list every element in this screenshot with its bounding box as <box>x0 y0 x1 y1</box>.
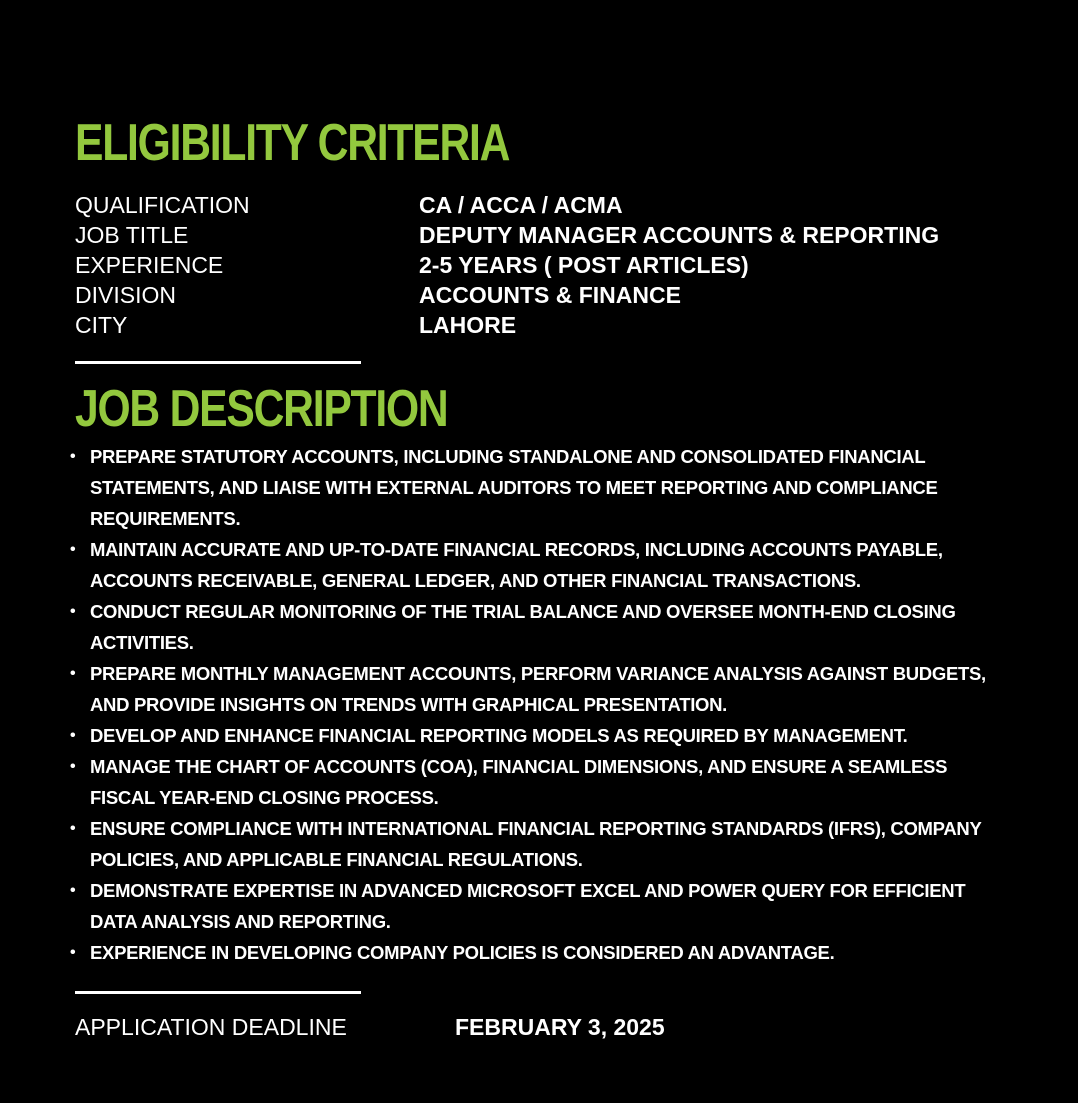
bullet-icon: • <box>70 665 76 682</box>
job-description-text: STATEMENTS, AND LIAISE WITH EXTERNAL AUDITORS TO MEET REPORTING AND COMPLIANCE <box>90 477 938 498</box>
deadline-date: FEBRUARY 3, 2025 <box>455 1014 665 1040</box>
section-divider <box>75 991 361 994</box>
job-description-item <box>70 813 1020 875</box>
job-description-item <box>70 720 1020 751</box>
criteria-row-experience <box>75 250 1035 280</box>
criteria-row-division <box>75 280 1035 310</box>
job-description-text: MANAGE THE CHART OF ACCOUNTS (COA), FINANCIAL DIMENSIONS, AND ENSURE A SEAMLESS <box>90 756 948 777</box>
job-description-heading: JOB DESCRIPTION <box>75 380 448 438</box>
criteria-label: QUALIFICATION <box>75 192 250 218</box>
job-description-text: ACTIVITIES. <box>90 632 194 653</box>
job-description-item <box>70 751 1020 813</box>
criteria-label: DIVISION <box>75 282 176 308</box>
job-description-text: REQUIREMENTS. <box>90 508 241 529</box>
job-description-text: ACCOUNTS RECEIVABLE, GENERAL LEDGER, AND OTHER FINANCIAL TRANSACTIONS. <box>90 570 861 591</box>
job-description-item <box>70 534 1020 596</box>
job-description-text: AND PROVIDE INSIGHTS ON TRENDS WITH GRAPHICAL PRESENTATION. <box>90 694 728 715</box>
eligibility-criteria-heading: ELIGIBILITY CRITERIA <box>75 114 510 172</box>
bullet-icon: • <box>70 882 76 899</box>
job-description-item <box>70 441 1020 534</box>
criteria-value: 2-5 YEARS ( POST ARTICLES) <box>419 252 749 278</box>
bullet-icon: • <box>70 758 76 775</box>
job-description-text: POLICIES, AND APPLICABLE FINANCIAL REGULATIONS. <box>90 849 583 870</box>
bullet-icon: • <box>70 603 76 620</box>
job-description-text: DATA ANALYSIS AND REPORTING. <box>90 911 391 932</box>
criteria-value: ACCOUNTS & FINANCE <box>419 282 681 308</box>
criteria-label: CITY <box>75 312 128 338</box>
eligibility-criteria-table <box>75 190 1035 340</box>
job-description-item <box>70 658 1020 720</box>
bullet-icon: • <box>70 448 76 465</box>
job-description-text: EXPERIENCE IN DEVELOPING COMPANY POLICIES IS CONSIDERED AN ADVANTAGE. <box>90 942 835 963</box>
job-description-text: FISCAL YEAR-END CLOSING PROCESS. <box>90 787 439 808</box>
bullet-icon: • <box>70 820 76 837</box>
job-description-item <box>70 937 1020 968</box>
job-description-text: PREPARE MONTHLY MANAGEMENT ACCOUNTS, PERFORM VARIANCE ANALYSIS AGAINST BUDGETS, <box>90 663 986 684</box>
section-divider <box>75 361 361 364</box>
criteria-row-city <box>75 310 1035 340</box>
bullet-icon: • <box>70 944 76 961</box>
criteria-label: JOB TITLE <box>75 222 189 248</box>
bullet-icon: • <box>70 541 76 558</box>
criteria-row-qualification <box>75 190 1035 220</box>
job-description-list <box>70 441 1020 968</box>
job-description-item <box>70 875 1020 937</box>
job-description-text: DEVELOP AND ENHANCE FINANCIAL REPORTING MODELS AS REQUIRED BY MANAGEMENT. <box>90 725 908 746</box>
criteria-label: EXPERIENCE <box>75 252 224 278</box>
criteria-value: CA / ACCA / ACMA <box>419 192 623 218</box>
bullet-icon: • <box>70 727 76 744</box>
job-description-item <box>70 596 1020 658</box>
job-description-text: CONDUCT REGULAR MONITORING OF THE TRIAL BALANCE AND OVERSEE MONTH-END CLOSING <box>90 601 956 622</box>
job-description-text: PREPARE STATUTORY ACCOUNTS, INCLUDING STANDALONE AND CONSOLIDATED FINANCIAL <box>90 446 926 467</box>
job-description-text: DEMONSTRATE EXPERTISE IN ADVANCED MICROSOFT EXCEL AND POWER QUERY FOR EFFICIENT <box>90 880 966 901</box>
criteria-value: DEPUTY MANAGER ACCOUNTS & REPORTING <box>419 222 940 248</box>
criteria-value: LAHORE <box>419 312 517 338</box>
criteria-row-job-title <box>75 220 1035 250</box>
deadline-label: APPLICATION DEADLINE <box>75 1014 347 1040</box>
job-description-text: MAINTAIN ACCURATE AND UP-TO-DATE FINANCIAL RECORDS, INCLUDING ACCOUNTS PAYABLE, <box>90 539 943 560</box>
job-description-text: ENSURE COMPLIANCE WITH INTERNATIONAL FINANCIAL REPORTING STANDARDS (IFRS), COMPANY <box>90 818 982 839</box>
application-deadline <box>75 1011 775 1043</box>
